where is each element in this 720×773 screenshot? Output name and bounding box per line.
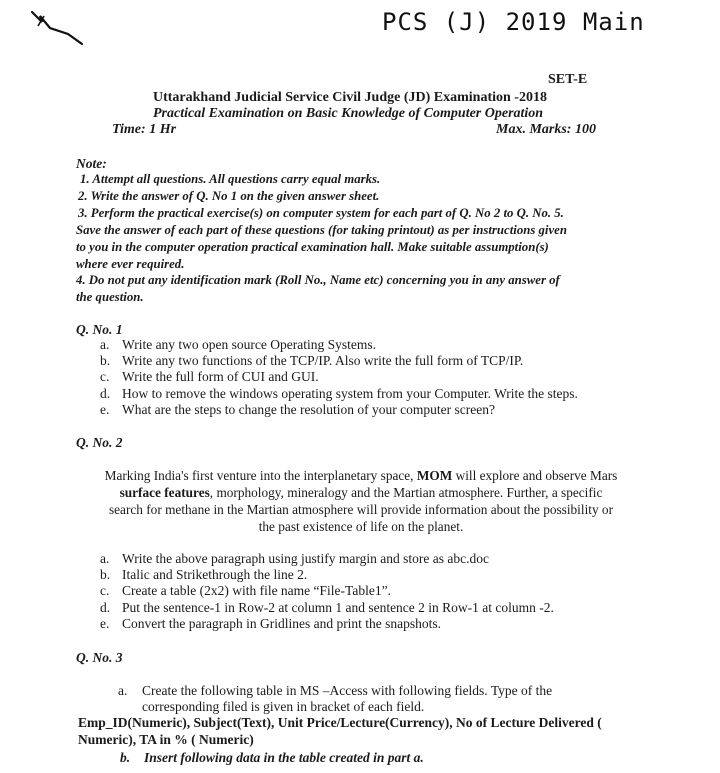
q3-a-line1: Create the following table in MS –Access with following fields. Type of the [142, 683, 553, 698]
item-text: Write any two open source Operating Systems. [122, 337, 377, 352]
para-line-2 [76, 484, 646, 501]
note-line: 2. Write the answer of Q. No 1 on the given answer sheet. [78, 189, 380, 203]
q3-b-label: b. [120, 750, 131, 765]
list-item [100, 616, 441, 632]
text-run: will explore and observe Mars [452, 468, 618, 483]
exam-time: Time: 1 Hr [112, 122, 177, 137]
exam-title: Uttarakhand Judicial Service Civil Judge (JD) Examination -2018 [153, 90, 547, 105]
exam-max-marks: Max. Marks: 100 [496, 122, 596, 137]
item-text: Put the sentence-1 in Row-2 at column 1 and sentence 2 in Row-1 at column -2. [122, 600, 554, 615]
item-label: d. [100, 600, 111, 615]
q2-paragraph [76, 467, 646, 535]
item-text: Italic and Strikethrough the line 2. [122, 567, 308, 582]
list-item [100, 583, 391, 599]
q3-b-text: Insert following data in the table created in part a. [144, 750, 424, 765]
item-label: a. [100, 337, 110, 352]
handwritten-label: PCS (J) 2019 Main [382, 8, 645, 36]
text-run-bold: surface features [119, 485, 210, 500]
list-item [100, 337, 376, 353]
note-heading: Note: [76, 156, 107, 171]
note-line: 1. Attempt all questions. All questions carry equal marks. [80, 172, 381, 186]
q2-heading: Q. No. 2 [76, 435, 123, 450]
list-item [100, 386, 578, 402]
set-code: SET-E [548, 72, 588, 87]
note-line: 3. Perform the practical exercise(s) on computer system for each part of Q. No 2 to Q. No. 5. [78, 206, 564, 220]
item-label: c. [100, 583, 110, 598]
note-line: the question. [76, 290, 144, 304]
text-run: Marking India's first venture into the interplanetary space, [104, 468, 417, 483]
q3-fields-line1: Emp_ID(Numeric), Subject(Text), Unit Price/Lecture(Currency), No of Lecture Delivered ( [78, 715, 602, 730]
para-line-3: search for methane in the Martian atmosphere will provide information about the possibility or [108, 502, 614, 517]
item-text: Create a table (2x2) with file name “File-Table1”. [122, 583, 391, 598]
note-line: where ever required. [76, 257, 185, 271]
text-run-bold: MOM [416, 468, 453, 483]
list-item [100, 369, 319, 385]
note-line: Save the answer of each part of these questions (for taking printout) as per instructions given [76, 223, 567, 237]
item-label: b. [100, 353, 111, 368]
list-item [100, 551, 489, 567]
item-label: e. [100, 616, 110, 631]
q3-a-line2: corresponding filed is given in bracket of each field. [142, 699, 425, 714]
item-label: a. [100, 551, 110, 566]
item-label: b. [100, 567, 111, 582]
item-label: e. [100, 402, 110, 417]
q3-heading: Q. No. 3 [76, 650, 123, 665]
item-label: d. [100, 386, 111, 401]
list-item [100, 353, 523, 369]
exam-subtitle: Practical Examination on Basic Knowledge of Computer Operation [153, 106, 544, 121]
list-item [100, 402, 495, 418]
item-text: How to remove the windows operating system from your Computer. Write the steps. [122, 386, 578, 401]
q3-a-label: a. [118, 683, 128, 698]
text-run: , morphology, mineralogy and the Martian atmosphere. Further, a specific [209, 485, 603, 500]
para-line-1 [76, 467, 646, 484]
q1-heading: Q. No. 1 [76, 322, 123, 337]
item-label: c. [100, 369, 110, 384]
note-line: to you in the computer operation practical examination hall. Make suitable assumption(s) [76, 240, 549, 254]
para-line-4: the past existence of life on the planet. [258, 519, 464, 534]
item-text: What are the steps to change the resolution of your computer screen? [122, 402, 495, 417]
item-text: Convert the paragraph in Gridlines and print the snapshots. [122, 616, 442, 631]
pen-scribble-icon [28, 6, 88, 46]
item-text: Write any two functions of the TCP/IP. Also write the full form of TCP/IP. [122, 353, 524, 368]
item-text: Write the above paragraph using justify margin and store as abc.doc [122, 551, 489, 566]
q3-fields-line2: Numeric), TA in % ( Numeric) [78, 732, 254, 747]
list-item [100, 600, 554, 616]
item-text: Write the full form of CUI and GUI. [122, 369, 319, 384]
list-item [100, 567, 307, 583]
note-line: 4. Do not put any identification mark (Roll No., Name etc) concerning you in any answer of [76, 273, 560, 287]
